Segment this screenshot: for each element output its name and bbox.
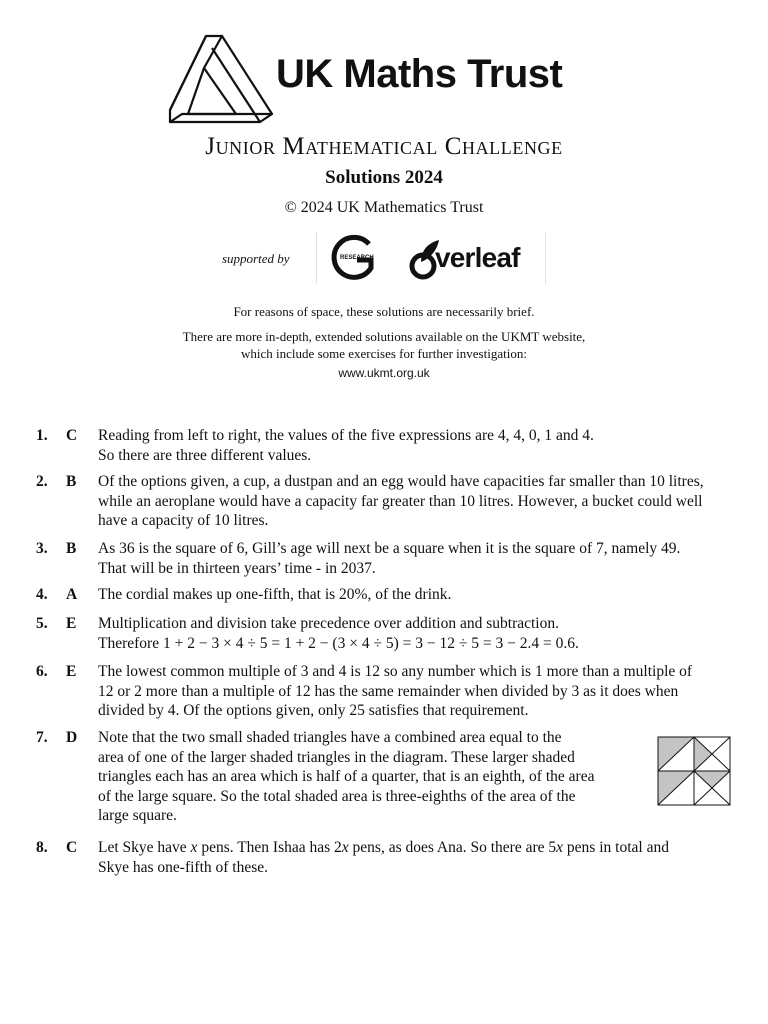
question-number: 4.	[36, 586, 48, 603]
answer-letter: B	[66, 473, 77, 490]
note-exercises: which include some exercises for further investigation:	[241, 346, 527, 361]
ukmt-logo	[168, 32, 608, 124]
solution-text	[98, 728, 638, 826]
solution-text	[98, 585, 734, 605]
answer-letter: B	[66, 540, 77, 557]
solution-text	[98, 426, 734, 465]
solution-line: Skye has one-fifth of these.	[98, 858, 269, 876]
solution-text	[98, 838, 734, 877]
solution-line: Therefore 1 + 2 − 3 × 4 ÷ 5 = 1 + 2 − (3 × 4 ÷ 5) = 3 − 12 ÷ 5 = 3 − 2.4 = 0.6.	[98, 634, 579, 652]
shaded-square-diagram	[657, 736, 731, 806]
solution-line: divided by 4. Of the options given, only 25 satisfies that requirement.	[98, 702, 529, 719]
solution-text	[98, 472, 734, 531]
solution-line: Multiplication and division take precedence over addition and subtraction.	[98, 615, 559, 632]
solution-line: Note that the two small shaded triangles have a combined area equal to the	[98, 729, 562, 746]
solution-text	[98, 539, 734, 578]
solution-line: The lowest common multiple of 3 and 4 is 12 so any number which is 1 more than a multiple of	[98, 663, 693, 680]
supported-by-label: supported by	[222, 251, 290, 266]
solution-line: 12 or 2 more than a multiple of 12 has the same remainder when divided by 3 as it does when	[98, 682, 679, 700]
question-number: 5.	[36, 615, 48, 632]
solution-text	[98, 662, 734, 721]
question-number: 3.	[36, 540, 48, 557]
solution-line: large square.	[98, 807, 177, 824]
answer-letter: D	[66, 729, 78, 746]
overleaf-wordmark: verleaf	[435, 242, 520, 273]
solution-line: of the large square. So the total shaded area is three-eighths of the area of the	[98, 787, 576, 805]
solution-line: while an aeroplane would have a capacity far greater than 10 litres. However, a bucket could well	[98, 492, 703, 510]
question-number: 6.	[36, 663, 48, 680]
solution-line: area of one of the larger shaded triangles in the diagram. These larger shaded	[98, 748, 575, 766]
g-research-small-text: RESEARCH	[340, 255, 374, 261]
triangle-logo-icon	[168, 32, 274, 124]
solution-line: The cordial makes up one-fifth, that is 20%, of the drink.	[98, 586, 452, 603]
answer-letter: E	[66, 663, 77, 680]
page-subtitle: Solutions 2024	[325, 167, 443, 188]
note-extended: There are more in-depth, extended solutions available on the UKMT website,	[182, 329, 586, 344]
question-number: 8.	[36, 839, 48, 856]
solution-line: As 36 is the square of 6, Gill’s age will next be a square when it is the square of 7, namely 49.	[98, 540, 681, 557]
solution-line: Reading from left to right, the values of the five expressions are 4, 4, 0, 1 and 4.	[98, 427, 594, 444]
solution-text	[98, 614, 734, 653]
note-brief: For reasons of space, these solutions are necessarily brief.	[233, 304, 535, 319]
g-research-logo-icon	[325, 234, 387, 284]
solution-line: have a capacity of 10 litres.	[98, 512, 269, 529]
question-number: 7.	[36, 729, 48, 746]
solution-line: That will be in thirteen years’ time - in 2037.	[98, 559, 376, 577]
question-number: 1.	[36, 427, 48, 444]
ukmt-website-link[interactable]: www.ukmt.org.uk	[338, 366, 430, 380]
sponsor-logos	[316, 232, 546, 284]
solution-line: Of the options given, a cup, a dustpan and an egg would have capacities far smaller than 10 litres,	[98, 473, 704, 490]
copyright: © 2024 UK Mathematics Trust	[284, 199, 484, 216]
solution-line: Let Skye have x pens. Then Ishaa has 2x pens, as does Ana. So there are 5x pens in total and	[98, 839, 669, 856]
solution-line: triangles each has an area which is half of a quarter, that is an eighth, of the area	[98, 768, 595, 785]
logo-text: UK Maths Trust	[276, 52, 563, 96]
answer-letter: C	[66, 839, 78, 856]
solution-line: So there are three different values.	[98, 446, 312, 464]
page-title: Junior Mathematical Challenge	[205, 133, 563, 160]
answer-letter: C	[66, 427, 78, 444]
answer-letter: E	[66, 615, 77, 632]
answer-letter: A	[66, 586, 78, 603]
question-number: 2.	[36, 473, 48, 490]
